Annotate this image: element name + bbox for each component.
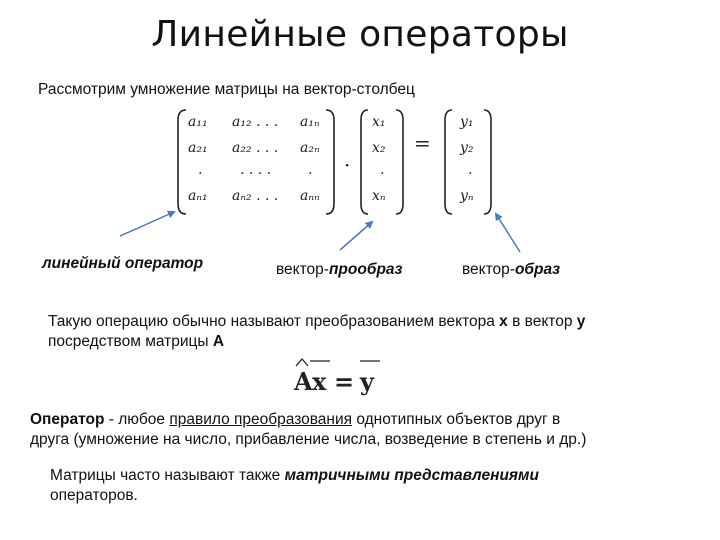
paragraph-operator-definition: Оператор - любое правило преобразования однотипных объектов друг в друга (умножение на число, прибавление числа, возведение в степень и др.) bbox=[30, 411, 587, 448]
matrix-cell: a₂₁ bbox=[188, 140, 208, 156]
vector-x-cell: . bbox=[380, 162, 385, 178]
vector-x-cell: x₁ bbox=[372, 114, 386, 130]
matrix-cell: . bbox=[198, 162, 203, 178]
label-linear-operator: линейный оператор bbox=[42, 255, 204, 272]
matrix-cell: a₂₂ . . . bbox=[232, 140, 279, 156]
vector-y-cell: yₙ bbox=[460, 188, 474, 204]
label-image: вектор-образ bbox=[462, 261, 561, 278]
vector-y-right-bracket bbox=[484, 110, 491, 214]
vector-x-cell: xₙ bbox=[372, 188, 386, 204]
vector-y-cell: y₂ bbox=[460, 140, 474, 156]
intro-text: Рассмотрим умножение матрицы на вектор-столбец bbox=[38, 81, 415, 98]
vector-y-cell: . bbox=[468, 162, 473, 178]
multiply-dot: · bbox=[344, 153, 351, 177]
vector-y-left-bracket bbox=[445, 110, 452, 214]
label-preimage: вектор-прообраз bbox=[276, 261, 403, 278]
formula-y: y bbox=[360, 367, 374, 396]
equals-sign: = bbox=[414, 131, 431, 155]
vector-y-cell: y₁ bbox=[460, 114, 474, 130]
matrix-right-bracket bbox=[326, 110, 334, 214]
matrix-cell: . . . . bbox=[240, 162, 272, 178]
formula-equals: = bbox=[334, 367, 355, 396]
matrix-cell: a₁₁ bbox=[188, 114, 208, 130]
matrix-left-bracket bbox=[178, 110, 186, 214]
vector-x-cell: x₂ bbox=[372, 140, 386, 156]
formula-x: x bbox=[312, 367, 327, 396]
matrix-cell: . bbox=[308, 162, 313, 178]
matrix-cell: a₂ₙ bbox=[300, 140, 320, 156]
matrix-cell: aₙₙ bbox=[300, 188, 320, 204]
matrix-cell: aₙ₁ bbox=[188, 188, 208, 204]
arrow-image bbox=[496, 214, 520, 252]
arrow-preimage bbox=[340, 222, 372, 250]
matrix-cell: a₁₂ . . . bbox=[232, 114, 279, 130]
formula-ax-equals-y bbox=[290, 354, 400, 398]
hat-mark bbox=[296, 359, 308, 366]
formula-A: A bbox=[294, 367, 313, 396]
matrix-cell: aₙ₂ . . . bbox=[232, 188, 279, 204]
paragraph-transformation: Такую операцию обычно называют преобразованием вектора x в вектор y посредством матрицы A bbox=[48, 313, 586, 350]
matrix-cell: a₁ₙ bbox=[300, 114, 320, 130]
paragraph-matrix-representations: Матрицы часто называют также матричными представлениями операторов. bbox=[50, 467, 539, 504]
vector-x-right-bracket bbox=[396, 110, 403, 214]
arrow-operator bbox=[120, 212, 174, 236]
vector-x-left-bracket bbox=[361, 110, 368, 214]
page-title: Линейные операторы bbox=[151, 14, 569, 55]
